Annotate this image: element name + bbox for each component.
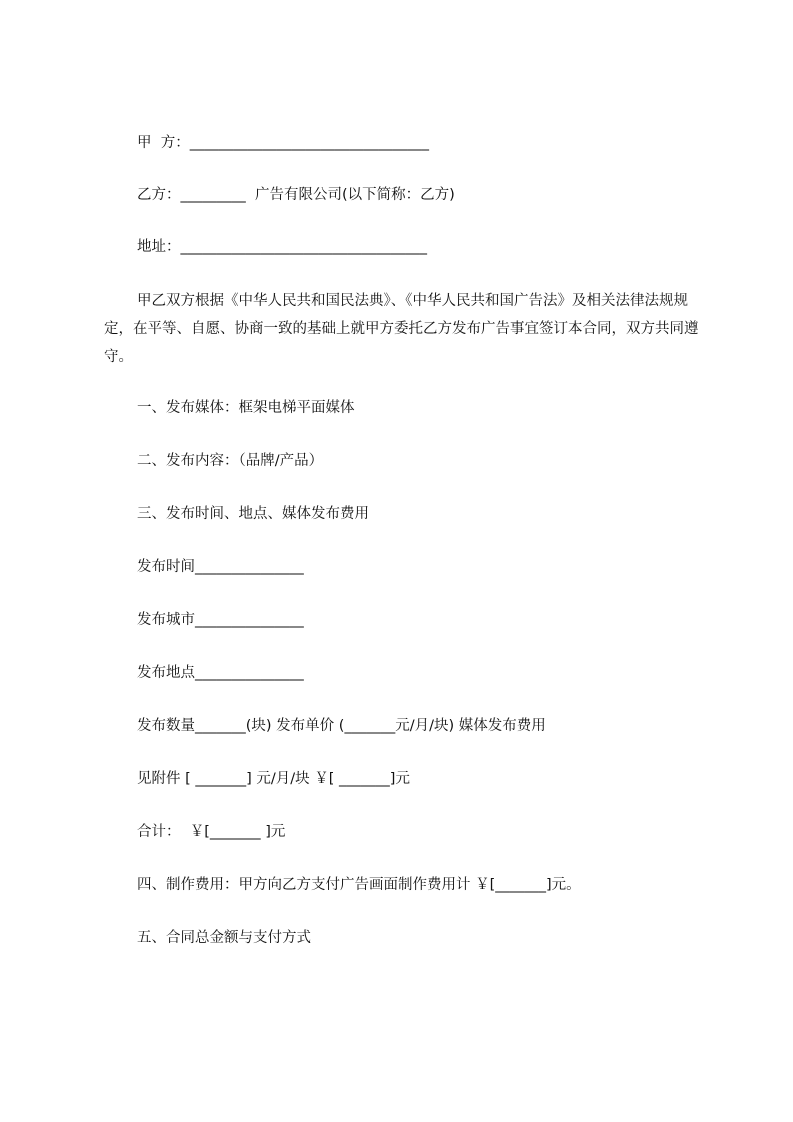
section-3-heading: 三、发布时间、地点、媒体发布费用 [137, 506, 369, 522]
publish-location-line: 发布地点_______________ [137, 665, 304, 681]
total-line: 合计： ￥[_______ ]元 [137, 824, 286, 840]
intro-text: 甲乙双方根据《中华人民共和国民法典》、《中华人民共和国广告法》及相关法律法规规定，在平等、自愿、协商一致的基础上就甲方委托乙方发布广告事宜签订本合同，双方共同遵守。 [104, 293, 699, 365]
publish-city-line: 发布城市_______________ [137, 612, 304, 628]
intro-paragraph [104, 287, 704, 371]
party-a-line: 甲 方：_________________________________ [137, 135, 429, 151]
section-1-heading: 一、发布媒体：框架电梯平面媒体 [137, 400, 355, 416]
publish-quantity-line: 发布数量_______(块) 发布单价 (_______元/月/块) 媒体发布费用 [137, 718, 546, 734]
party-b-line: 乙方：_________ 广告有限公司(以下简称：乙方) [137, 187, 455, 203]
address-line: 地址：__________________________________ [137, 239, 427, 255]
section-4-heading: 四、制作费用：甲方向乙方支付广告画面制作费用计 ￥[_______]元。 [137, 877, 581, 893]
publish-time-line: 发布时间_______________ [137, 559, 304, 575]
attachment-line: 见附件 [ _______] 元/月/块 ￥[ _______]元 [137, 771, 410, 787]
section-5-heading: 五、合同总金额与支付方式 [137, 930, 311, 946]
section-2-heading: 二、发布内容：（品牌/产品） [137, 453, 324, 469]
